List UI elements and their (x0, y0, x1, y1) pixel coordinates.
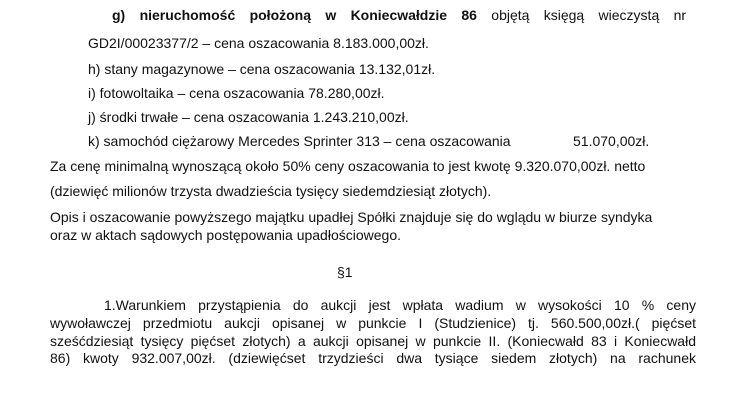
item-k-price: 51.070,00zł. (573, 133, 650, 149)
item-i: i) fotowoltaika – cena oszacowania 78.280,00zł. (88, 85, 385, 101)
conditions-line-4: 86) kwoty 932.007,00zł. (dziewięćset trzydzieści dwa tysiące siedem złotych) na rachunek (50, 350, 696, 366)
description-line-1: Opis i oszacowanie powyższego majątku upadłej Spółki znajduje się do wglądu w biurze syndyka (50, 209, 653, 225)
description-line-2: oraz w aktach sądowych postępowania upadłościowego. (50, 227, 401, 243)
item-g-continuation: GD2I/00023377/2 – cena oszacowania 8.183.000,00zł. (88, 35, 429, 51)
item-g-tail: objętą księgą wieczystą nr (491, 7, 687, 23)
item-j: j) środki trwałe – cena oszacowania 1.243.210,00zł. (88, 109, 409, 125)
conditions-line-1: 1.Warunkiem przystąpienia do aukcji jest wpłata wadium w wysokości 10 % ceny (104, 297, 696, 313)
conditions-line-3: sześćdziesiąt tysięcy pięćset złotych) a aukcji opisanej w punkcie II. (Koniecwałd 83 i Koniecwałd (50, 333, 696, 349)
item-g-property: nieruchomość położoną w Koniecwałdzie 86 (139, 7, 477, 23)
item-h: h) stany magazynowe – cena oszacowania 13.132,01zł. (88, 61, 436, 77)
min-price-line-2: (dziewięć milionów trzysta dwadzieścia tysięcy siedemdziesiąt złotych). (50, 183, 492, 199)
item-g-lead: g) (112, 7, 126, 23)
item-g-line (112, 6, 686, 24)
item-k: k) samochód ciężarowy Mercedes Sprinter 313 – cena oszacowania (88, 133, 511, 149)
min-price-line-1: Za cenę minimalną wynoszącą około 50% ceny oszacowania to jest kwotę 9.320.070,00zł. netto (50, 158, 646, 174)
section-heading: §1 (337, 264, 353, 280)
conditions-line-2: wywoławczej przedmiotu aukcji opisanej w punkcie I (Studzienice) tj. 560.500,00zł.( pięćset (50, 315, 696, 331)
